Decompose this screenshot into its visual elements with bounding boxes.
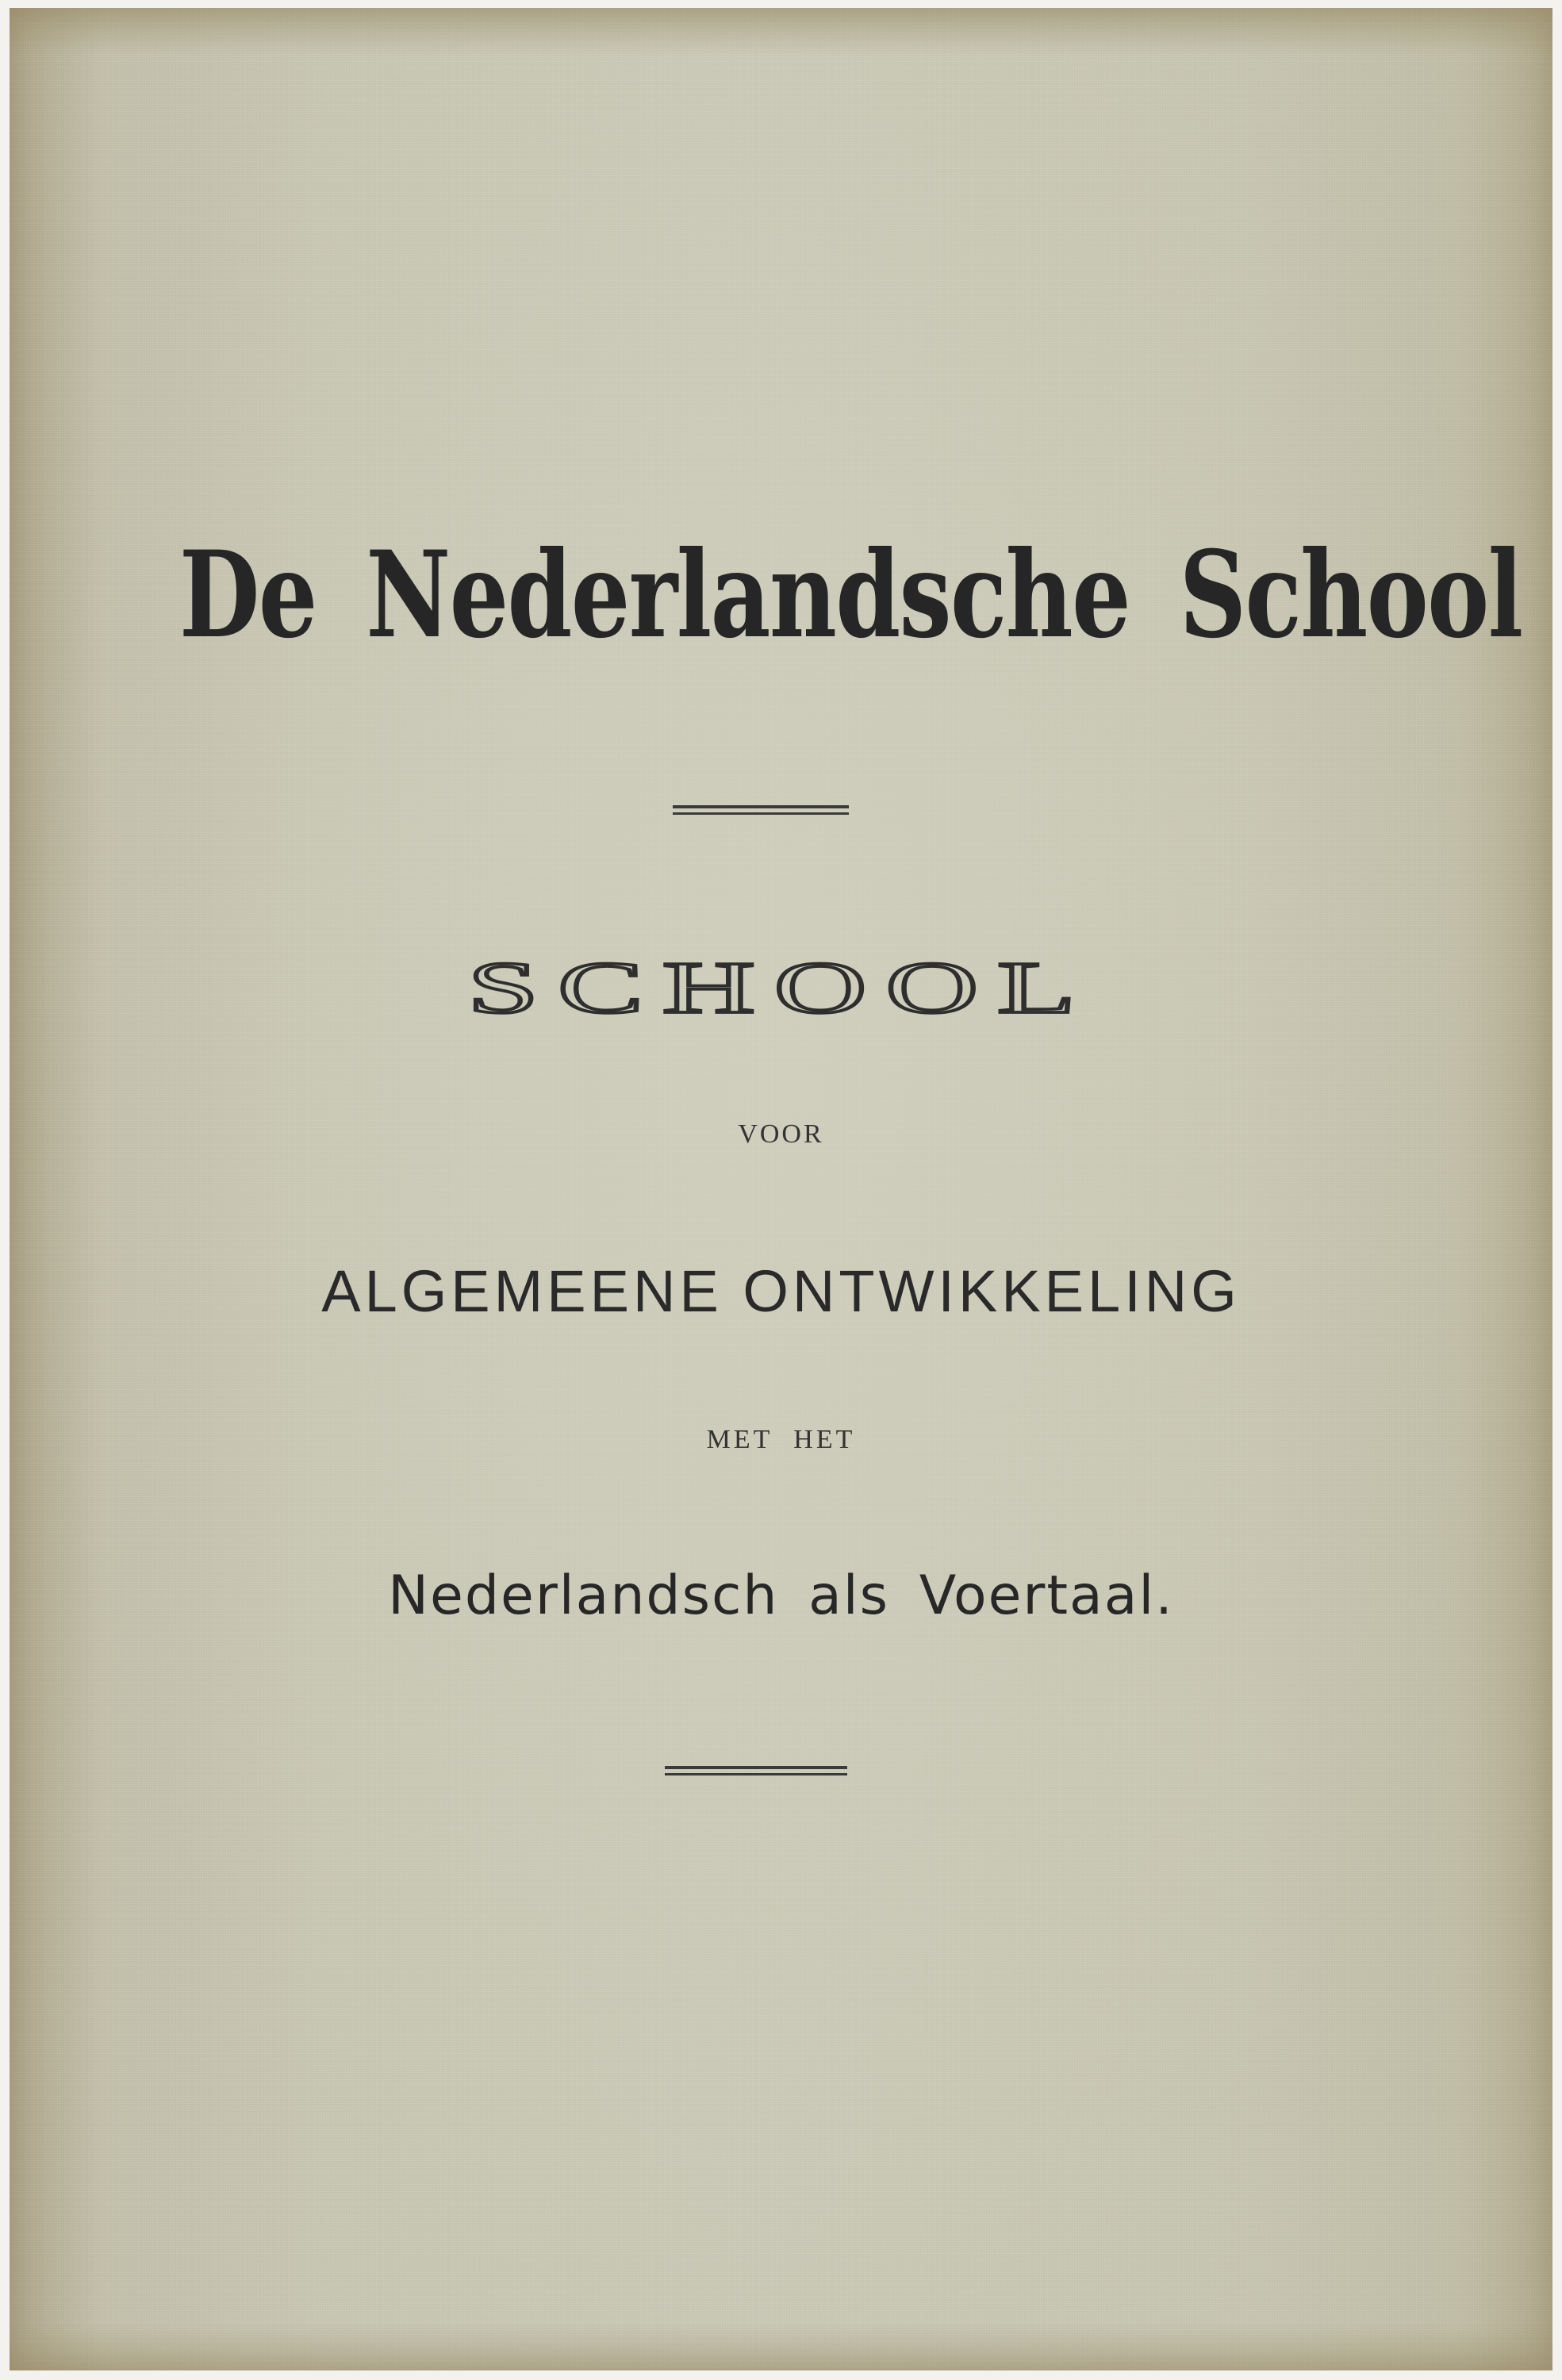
cover-subject-line: ALGEMEENE ONTWIKKELING	[321, 1258, 1241, 1324]
cover-bottom-edge-shading	[10, 2323, 1552, 2370]
cover-top-edge-shading	[10, 8, 1552, 56]
cover-words-met-het: MET HET	[706, 1425, 856, 1454]
book-cover	[10, 8, 1552, 2370]
cover-title: De Nederlandsche School	[178, 525, 1522, 665]
cover-language-line: Nederlandsch als Voertaal.	[388, 1564, 1174, 1627]
cover-heading-school: SCHOOL	[467, 946, 1095, 1029]
cover-word-voor: VOOR	[738, 1119, 824, 1149]
double-rule-divider-bottom	[665, 1766, 847, 1777]
double-rule-divider-top	[673, 805, 849, 816]
